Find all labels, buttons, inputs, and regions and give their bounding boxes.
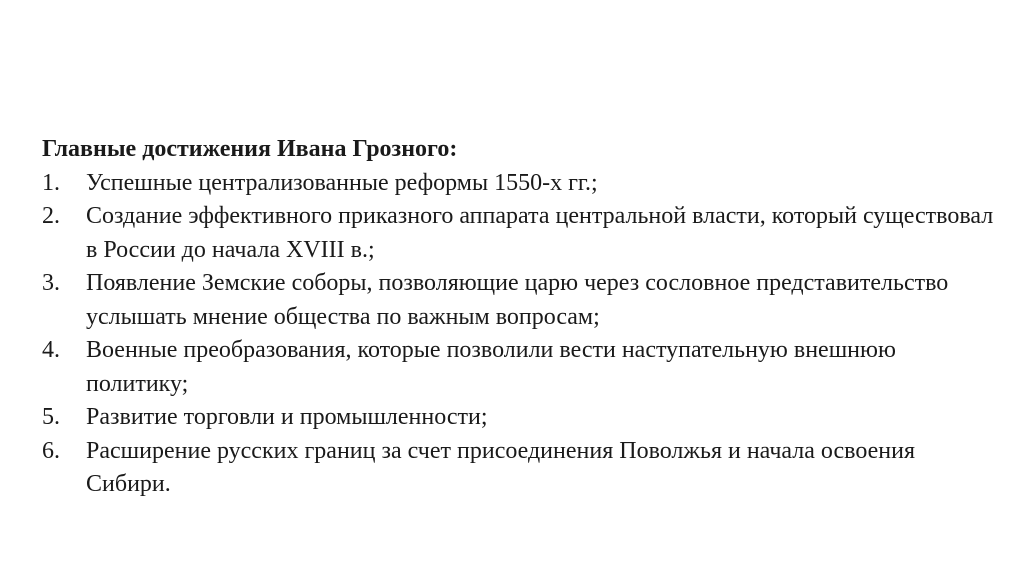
achievements-list — [42, 167, 1002, 502]
list-item — [42, 267, 1002, 334]
list-item-number: 1. — [42, 169, 60, 196]
list-item — [42, 167, 1002, 201]
list-item — [42, 334, 1002, 401]
list-item-text: Успешные централизованные реформы 1550-х гг.; — [86, 169, 598, 196]
list-item-text: Создание эффективного приказного аппарата центральной власти, который существовал в России до начала XVIII в.; — [86, 203, 994, 263]
list-item-text: Военные преобразования, которые позволили вести наступательную внешнюю политику; — [86, 337, 896, 397]
list-item-number: 6. — [42, 437, 60, 464]
list-item — [42, 435, 1002, 502]
slide-heading: Главные достижения Ивана Грозного: — [42, 136, 458, 162]
list-item-text: Появление Земские соборы, позволяющие царю через сословное представительство услышать мнение общества по важным вопросам; — [86, 270, 949, 330]
list-item-number: 3. — [42, 270, 60, 296]
list-item-number: 4. — [42, 337, 60, 363]
list-item-text: Расширение русских границ за счет присоединения Поволжья и начала освоения Сибири. — [86, 437, 916, 497]
list-item-number: 5. — [42, 404, 60, 430]
list-item-text: Развитие торговли и промышленности; — [86, 404, 488, 430]
list-item — [42, 200, 1002, 267]
slide-content — [42, 133, 1002, 502]
list-item — [42, 401, 1002, 435]
list-item-number: 2. — [42, 203, 60, 229]
